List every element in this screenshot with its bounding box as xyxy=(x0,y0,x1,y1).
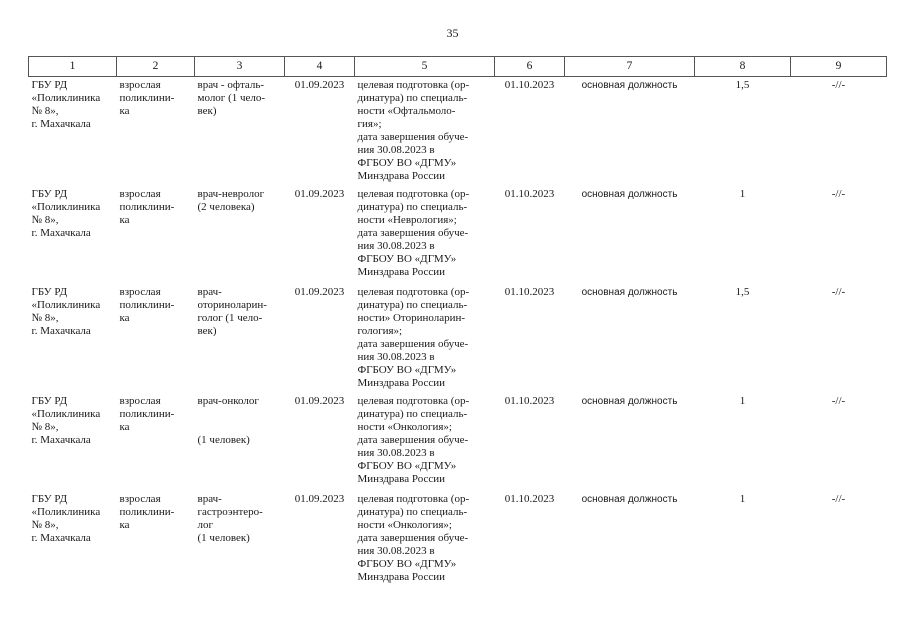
org-type-cell: взрослая поликлини- ка xyxy=(119,79,175,117)
column-header-1: 1 xyxy=(29,57,117,77)
rate-cell: 1 xyxy=(739,493,746,505)
end-date-cell: 01.10.2023 xyxy=(504,493,555,505)
column-header-8: 8 xyxy=(695,57,791,77)
rate-cell: 1,5 xyxy=(735,286,750,298)
page-number: 35 xyxy=(446,26,459,40)
end-date-cell: 01.10.2023 xyxy=(504,188,555,200)
org-cell: ГБУ РД «Поликлиника № 8», г. Махачкала xyxy=(31,79,101,130)
org-type-cell: взрослая поликлини- ка xyxy=(119,286,175,324)
org-cell: ГБУ РД «Поликлиника № 8», г. Махачкала xyxy=(31,395,101,446)
note-cell: -//- xyxy=(831,286,846,298)
column-header-9: 9 xyxy=(791,57,887,77)
org-cell: ГБУ РД «Поликлиника № 8», г. Махачкала xyxy=(31,493,101,544)
header-row xyxy=(29,57,887,77)
table-row xyxy=(29,284,887,393)
start-date-cell: 01.09.2023 xyxy=(294,286,345,298)
training-cell: целевая подготовка (ор- динатура) по специаль- ности «Офтальмоло- гия»; дата завершения обуче- ния 30.08.2023 в ФГБОУ ВО «ДГМУ» Минздрава России xyxy=(357,79,470,182)
training-cell: целевая подготовка (ор- динатура) по специаль- ности» Оториноларин- гология»; дата завершения обуче- ния 30.08.2023 в ФГБОУ ВО «ДГМУ» Минздрава России xyxy=(357,286,470,389)
org-cell: ГБУ РД «Поликлиника № 8», г. Махачкала xyxy=(31,188,101,239)
training-cell: целевая подготовка (ор- динатура) по специаль- ности «Онкология»; дата завершения обуче- ния 30.08.2023 в ФГБОУ ВО «ДГМУ» Минздрава России xyxy=(357,395,470,485)
training-cell: целевая подготовка (ор- динатура) по специаль- ности «Неврология»; дата завершения обуче- ния 30.08.2023 в ФГБОУ ВО «ДГМУ» Минздрава России xyxy=(357,188,470,278)
start-date-cell: 01.09.2023 xyxy=(294,79,345,91)
start-date-cell: 01.09.2023 xyxy=(294,188,345,200)
start-date-cell: 01.09.2023 xyxy=(294,493,345,505)
rate-cell: 1 xyxy=(739,188,746,200)
position-cell: врач- гастроэнтеро- лог (1 человек) xyxy=(197,493,263,544)
table-row xyxy=(29,77,887,187)
note-cell: -//- xyxy=(831,188,846,200)
column-header-6: 6 xyxy=(495,57,565,77)
job-type-cell: основная должность xyxy=(581,189,678,200)
column-header-3: 3 xyxy=(195,57,285,77)
org-type-cell: взрослая поликлини- ка xyxy=(119,493,175,531)
table-row xyxy=(29,186,887,284)
vacancy-table xyxy=(28,56,887,591)
end-date-cell: 01.10.2023 xyxy=(504,79,555,91)
column-header-7: 7 xyxy=(565,57,695,77)
rate-cell: 1,5 xyxy=(735,79,750,91)
rate-cell: 1 xyxy=(739,395,746,407)
job-type-cell: основная должность xyxy=(581,287,678,298)
table-row xyxy=(29,491,887,591)
job-type-cell: основная должность xyxy=(581,80,678,91)
position-title: врач-онколог xyxy=(197,395,259,407)
column-header-4: 4 xyxy=(285,57,355,77)
note-cell: -//- xyxy=(831,493,846,505)
org-cell: ГБУ РД «Поликлиника № 8», г. Махачкала xyxy=(31,286,101,337)
column-header-5: 5 xyxy=(355,57,495,77)
position-cell: врач - офталь- молог (1 чело- век) xyxy=(197,79,266,117)
note-cell: -//- xyxy=(831,395,846,407)
job-type-cell: основная должность xyxy=(581,494,678,505)
position-cell: врач-невролог (2 человека) xyxy=(197,188,265,213)
vacancy-table-container xyxy=(28,56,886,591)
position-cell xyxy=(195,393,285,491)
job-type-cell: основная должность xyxy=(581,396,678,407)
note-cell: -//- xyxy=(831,79,846,91)
start-date-cell: 01.09.2023 xyxy=(294,395,345,407)
table-row xyxy=(29,393,887,491)
column-header-2: 2 xyxy=(117,57,195,77)
position-count: (1 человек) xyxy=(197,434,250,446)
end-date-cell: 01.10.2023 xyxy=(504,395,555,407)
org-type-cell: взрослая поликлини- ка xyxy=(119,188,175,226)
end-date-cell: 01.10.2023 xyxy=(504,286,555,298)
position-cell: врач- оториноларин- голог (1 чело- век) xyxy=(197,286,267,337)
training-cell: целевая подготовка (ор- динатура) по специаль- ности «Онкология»; дата завершения обуче- ния 30.08.2023 в ФГБОУ ВО «ДГМУ» Минздрава России xyxy=(357,493,470,583)
org-type-cell: взрослая поликлини- ка xyxy=(119,395,175,433)
